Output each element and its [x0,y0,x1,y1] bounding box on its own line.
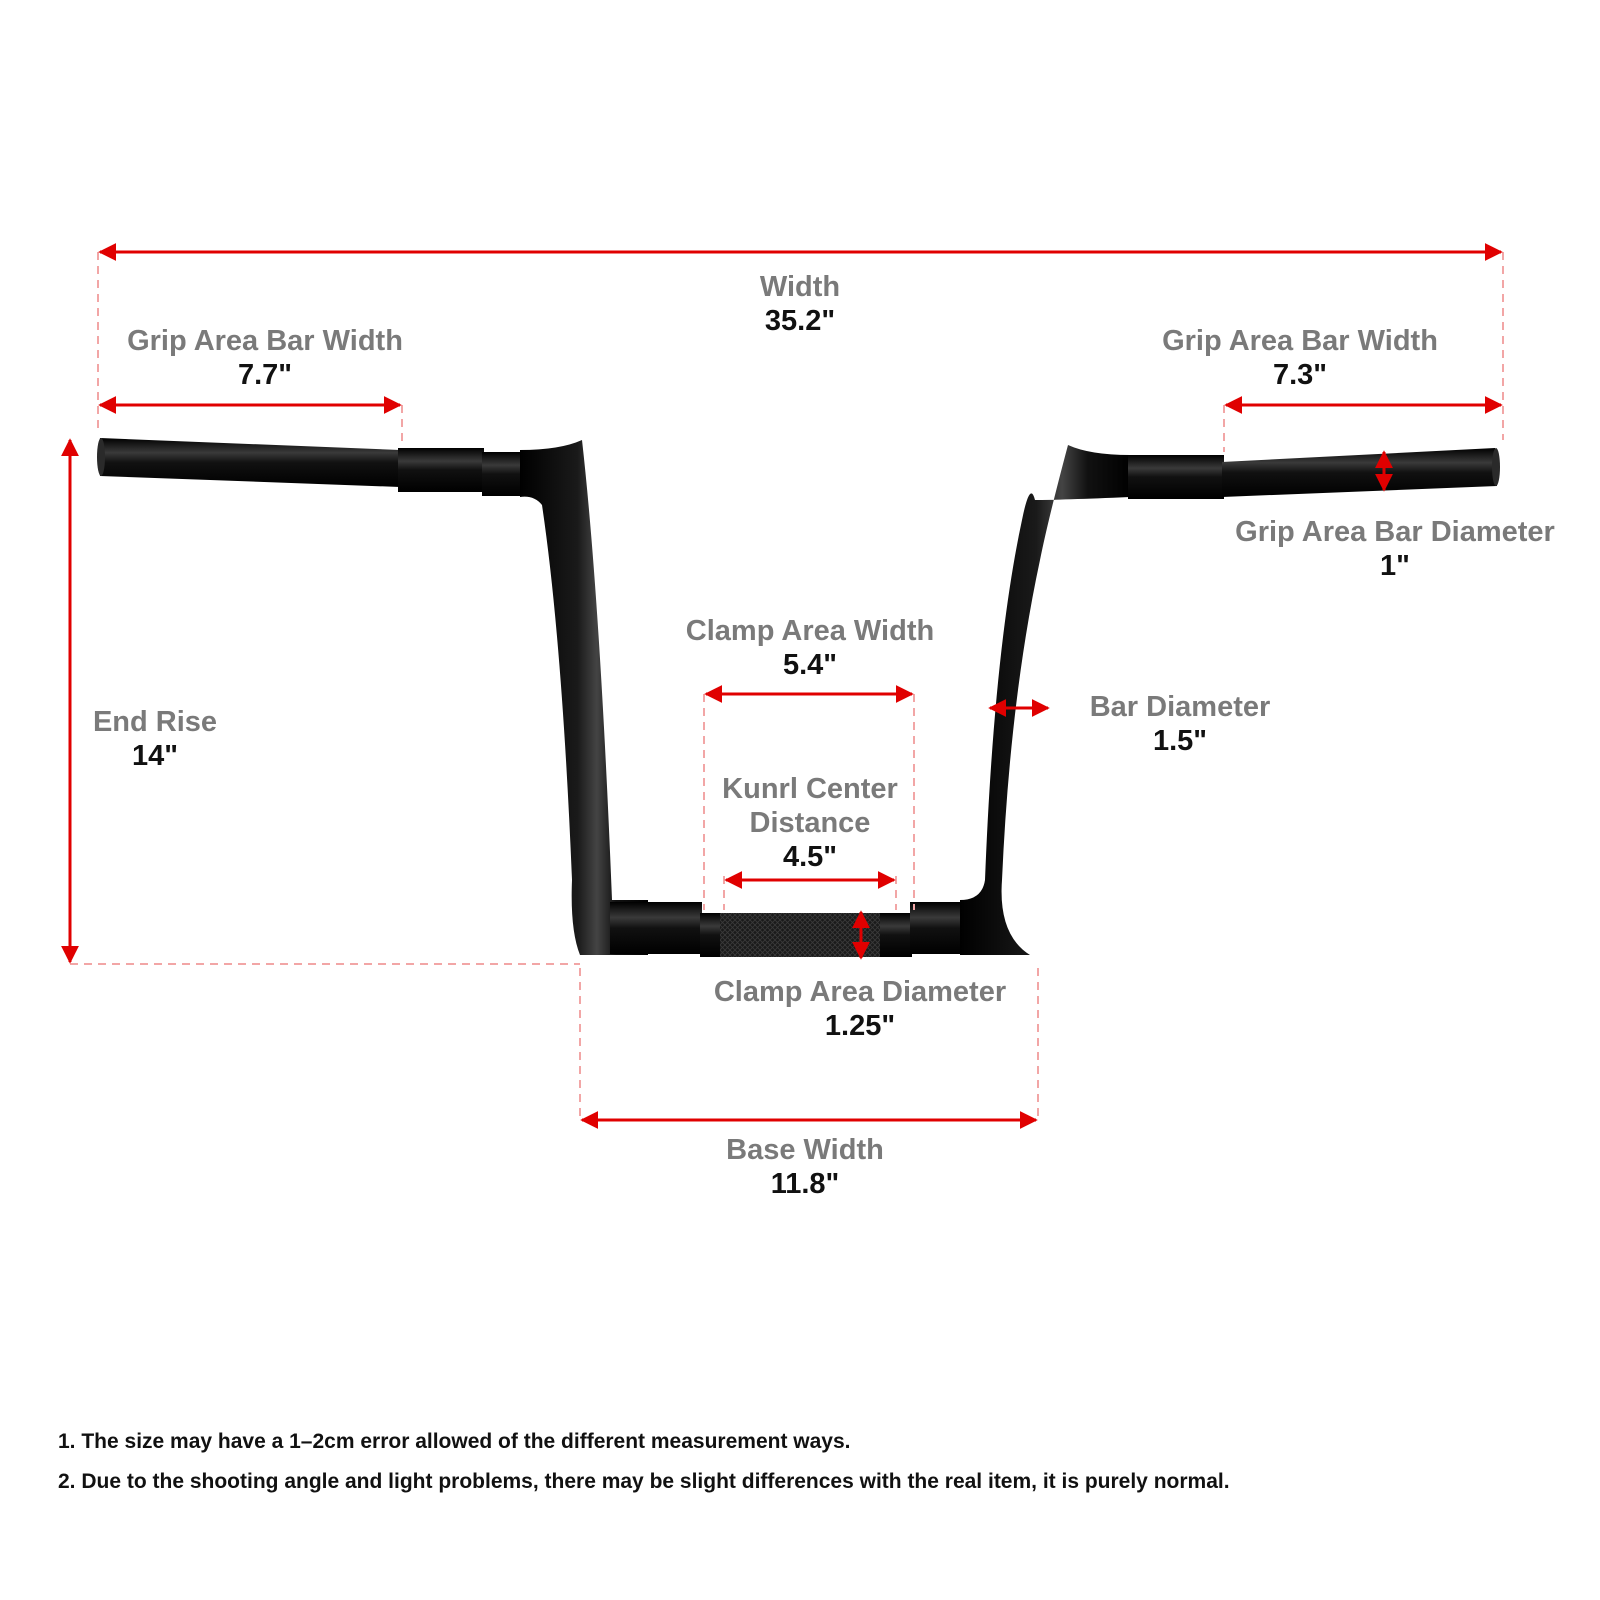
left-bar-end [97,438,105,476]
bar-diameter-name: Bar Diameter [1089,691,1271,723]
grip-left-label [110,324,420,392]
right-sleeve [1128,455,1224,499]
right-clamp-collar [880,913,912,957]
left-collar [482,452,522,496]
base-width-name: Base Width [726,1134,884,1166]
clamp-diameter-name: Clamp Area Diameter [713,976,1007,1008]
end-rise-name: End Rise [92,706,218,738]
left-sleeve [398,448,484,492]
clamp-diameter-value: 1.25" [824,1010,896,1042]
base-width-label [700,1133,910,1201]
bar-diameter-label [1070,690,1290,758]
grip-diameter-name: Grip Area Bar Diameter [1235,516,1555,548]
grip-right-name: Grip Area Bar Width [1162,325,1438,357]
grip-right-label [1145,324,1455,392]
knurled-clamp-area [720,913,898,957]
width-label [700,270,900,338]
width-name: Width [759,271,841,303]
grip-left-name: Grip Area Bar Width [127,325,403,357]
left-riser [520,440,648,955]
clamp-diameter-label [695,975,1025,1043]
grip-diameter-value: 1" [1380,550,1410,582]
end-rise-label [70,705,240,773]
note-2: 2. Due to the shooting angle and light problems, there may be slight differences with the real item, it is purely normal. [58,1470,1230,1493]
clamp-width-label [670,614,950,682]
width-value: 35.2" [764,305,836,337]
note-1: 1. The size may have a 1–2cm error allowed of the different measurement ways. [58,1430,851,1453]
right-bar-end [1492,448,1500,486]
right-grip-bar [1222,448,1497,497]
grip-left-value: 7.7" [237,359,293,391]
left-base-bar [610,902,702,954]
knurl-center-name: Kunrl Center Distance [722,773,898,839]
grip-diameter-label [1220,515,1570,583]
clamp-width-name: Clamp Area Width [685,615,935,647]
left-grip-bar [99,438,401,487]
end-rise-value: 14" [131,740,178,772]
notes [58,1422,1230,1502]
grip-right-value: 7.3" [1272,359,1328,391]
base-width-value: 11.8" [770,1168,840,1200]
clamp-width-value: 5.4" [782,649,838,681]
bar-diameter-value: 1.5" [1152,725,1208,757]
knurl-center-value: 4.5" [782,841,838,873]
knurl-center-label [710,772,910,874]
